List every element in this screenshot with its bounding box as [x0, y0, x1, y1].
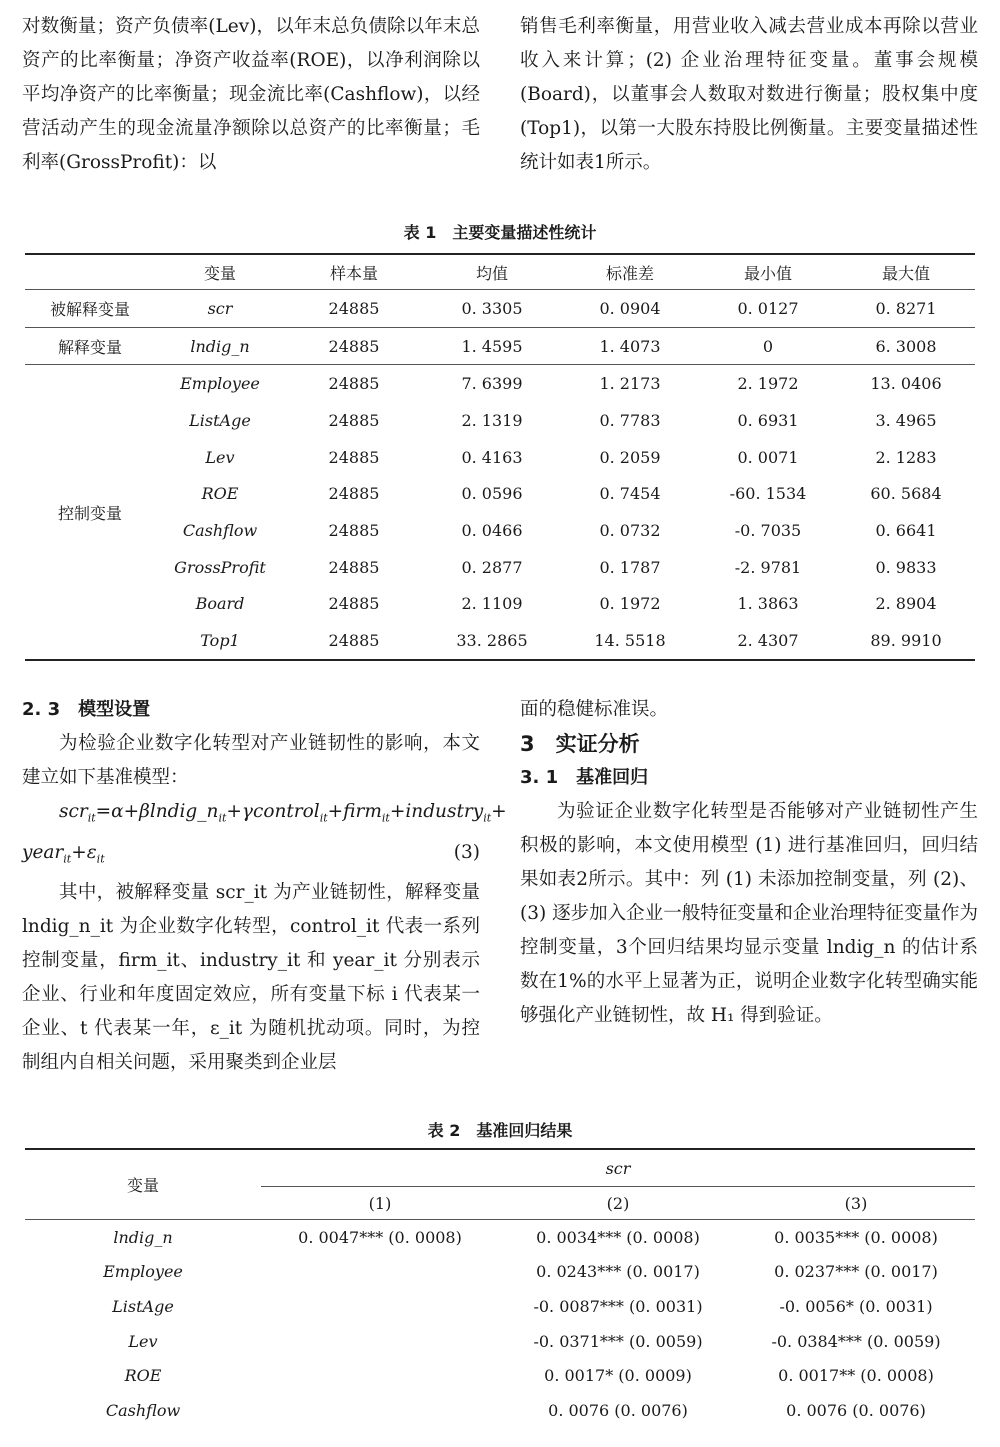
- cell-col-2: 0. 0243*** (0. 0017): [536, 1262, 700, 1282]
- cell-var: scr: [155, 290, 285, 328]
- cell-mean: 0. 2877: [461, 557, 523, 577]
- table-row: [25, 1220, 975, 1255]
- continuation-text: 面的稳健标准误。: [520, 699, 669, 720]
- cell-max: 2. 1283: [875, 447, 937, 467]
- table2-header-row: [25, 1149, 975, 1187]
- cell-min: 2. 1972: [737, 374, 799, 394]
- table2-caption: 表 2 基准回归结果: [427, 1121, 573, 1140]
- cell-n: 24885: [328, 520, 380, 540]
- section-3-1-paragraph: 为验证企业数字化转型是否能够对产业链韧性产生积极的影响，本文使用模型 (1) 进行基准回归，回归结果如表2所示。其中：列 (1) 未添加控制变量，列 (2)、(3) 逐步加入企业一般特征变量和企业治理特征变量作为控制变量，3个回归结果均显示变量 lndig_n 的估计系数在1%的水平上显著为正，说明企业数字化转型确实能够强化产业链韧性，故 H₁ 得到验证。: [520, 801, 978, 1026]
- table-row: [25, 622, 975, 660]
- cell-var: Lev: [128, 1331, 158, 1351]
- section-2-3-intro: 为检验企业数字化转型对产业链韧性的影响，本文建立如下基准模型：: [22, 733, 480, 788]
- cell-sd: 1. 4073: [561, 327, 699, 365]
- cell-var: lndig_n: [113, 1227, 173, 1247]
- table2-col-2: (2): [499, 1187, 737, 1220]
- cell-col-1: [261, 1393, 499, 1428]
- table1-header-sd: 标准差: [561, 254, 699, 290]
- cell-var: Cashflow: [182, 520, 258, 540]
- table1-header-row: [25, 254, 975, 290]
- cell-sd: 0. 1972: [599, 594, 661, 614]
- equation-continued: $year_{it}+\varepsilon_{it}$ (3): [22, 836, 480, 877]
- cell-mean: 33. 2865: [456, 631, 528, 651]
- cell-mean: 2. 1109: [461, 594, 523, 614]
- table-row: [25, 475, 975, 512]
- cell-col-3: 0. 0237*** (0. 0017): [774, 1262, 938, 1282]
- cell-n: 24885: [328, 410, 380, 430]
- table1-header-group: [25, 254, 155, 290]
- cell-col-1: [261, 1255, 499, 1290]
- cell-sd: 0. 7783: [599, 410, 661, 430]
- cell-min: 1. 3863: [737, 594, 799, 614]
- table-row: [25, 549, 975, 586]
- group-label-explanatory: 解释变量: [25, 327, 155, 365]
- cell-var: Lev: [205, 447, 235, 467]
- cell-col-2: -0. 0087*** (0. 0031): [533, 1296, 703, 1316]
- section-2-3-heading: 2. 3 模型设置: [22, 699, 151, 720]
- cell-n: 24885: [328, 631, 380, 651]
- cell-max: 6. 3008: [837, 327, 975, 365]
- table1-header-mean: 均值: [423, 254, 561, 290]
- table-row: [25, 365, 975, 402]
- cell-min: -2. 9781: [734, 557, 802, 577]
- cell-n: 24885: [328, 447, 380, 467]
- section-3-1-heading: 3. 1 基准回归: [520, 767, 649, 788]
- table2-col-1: (1): [261, 1187, 499, 1220]
- table-row: [25, 512, 975, 549]
- table-row: [25, 1289, 975, 1324]
- cell-mean: 7. 6399: [461, 374, 523, 394]
- cell-max: 13. 0406: [870, 374, 942, 394]
- cell-min: -0. 7035: [734, 520, 802, 540]
- cell-n: 24885: [285, 327, 423, 365]
- cell-max: 2. 8904: [875, 594, 937, 614]
- cell-col-2: 0. 0034*** (0. 0008): [536, 1227, 700, 1247]
- table2-header-var: 变量: [25, 1149, 261, 1220]
- cell-max: 0. 6641: [875, 520, 937, 540]
- cell-sd: 0. 2059: [599, 447, 661, 467]
- cell-col-2: 0. 0017* (0. 0009): [544, 1366, 692, 1386]
- cell-min: 0. 6931: [737, 410, 799, 430]
- cell-n: 24885: [328, 374, 380, 394]
- cell-sd: 0. 0904: [561, 290, 699, 328]
- cell-max: 60. 5684: [870, 484, 942, 504]
- cell-sd: 0. 0732: [599, 520, 661, 540]
- cell-col-1: 0. 0047*** (0. 0008): [298, 1227, 462, 1247]
- table-row: [25, 439, 975, 476]
- cell-col-1: [261, 1358, 499, 1393]
- table-row: [25, 402, 975, 439]
- table2-col-3: (3): [737, 1187, 975, 1220]
- cell-max: 3. 4965: [875, 410, 937, 430]
- cell-n: 24885: [328, 484, 380, 504]
- table-row: [25, 327, 975, 365]
- cell-min: 0: [699, 327, 837, 365]
- cell-n: 24885: [328, 594, 380, 614]
- cell-sd: 0. 1787: [599, 557, 661, 577]
- table1: [25, 253, 975, 661]
- middle-left-column: [22, 693, 507, 1080]
- cell-min: 0. 0071: [737, 447, 799, 467]
- cell-var: Employee: [103, 1262, 183, 1282]
- cell-var: Employee: [180, 374, 260, 394]
- table-row: [25, 1324, 975, 1359]
- cell-mean: 0. 3305: [423, 290, 561, 328]
- top-right-paragraph: 销售毛利率衡量，用营业收入减去营业成本再除以营业收入来计算；(2) 企业治理特征变量。董事会规模(Board)，以董事会人数取对数进行衡量；股权集中度(Top1)，以第一大股东持股比例衡量。主要变量描述性统计如表1所示。: [520, 16, 978, 173]
- table2-header-depvar: scr: [605, 1158, 631, 1178]
- top-left-column: [22, 10, 480, 180]
- table1-header-var: 变量: [155, 254, 285, 290]
- top-right-column: [520, 10, 978, 180]
- middle-right-column: [520, 693, 978, 1033]
- cell-max: 0. 9833: [875, 557, 937, 577]
- top-left-paragraph: 对数衡量；资产负债率(Lev)，以年末总负债除以年末总资产的比率衡量；净资产收益率(ROE)，以净利润除以平均净资产的比率衡量；现金流比率(Cashflow)，以经营活动产生的现金流量净额除以总资产的比率衡量；毛利率(GrossProfit)：以: [22, 16, 480, 173]
- group-label-explained: 被解释变量: [25, 290, 155, 328]
- cell-col-3: 0. 0017** (0. 0008): [778, 1366, 934, 1386]
- cell-var: Board: [195, 594, 245, 614]
- table-row: [25, 290, 975, 328]
- cell-var: GrossProfit: [174, 557, 266, 577]
- cell-col-3: -0. 0384*** (0. 0059): [771, 1331, 941, 1351]
- cell-sd: 14. 5518: [594, 631, 666, 651]
- table-row: [25, 1255, 975, 1290]
- cell-sd: 0. 7454: [599, 484, 661, 504]
- cell-var: ROE: [124, 1366, 162, 1386]
- cell-mean: 1. 4595: [423, 327, 561, 365]
- cell-max: 0. 8271: [837, 290, 975, 328]
- cell-min: -60. 1534: [729, 484, 807, 504]
- cell-var: Top1: [200, 631, 240, 651]
- equation-number: (3): [453, 841, 480, 863]
- table-row: [25, 1358, 975, 1393]
- cell-var: ROE: [201, 484, 239, 504]
- cell-max: 89. 9910: [870, 631, 942, 651]
- cell-var: ListAge: [112, 1296, 174, 1316]
- table1-caption: 表 1 主要变量描述性统计: [403, 223, 597, 242]
- cell-col-2: -0. 0371*** (0. 0059): [533, 1331, 703, 1351]
- group-label-control: 控制变量: [57, 503, 122, 523]
- cell-var: ListAge: [189, 410, 251, 430]
- cell-col-2: 0. 0076 (0. 0076): [548, 1400, 688, 1420]
- table2: [25, 1148, 975, 1428]
- cell-col-3: 0. 0035*** (0. 0008): [774, 1227, 938, 1247]
- cell-min: 2. 4307: [737, 631, 799, 651]
- cell-mean: 0. 0596: [461, 484, 523, 504]
- cell-mean: 0. 4163: [461, 447, 523, 467]
- cell-col-1: [261, 1289, 499, 1324]
- cell-mean: 0. 0466: [461, 520, 523, 540]
- section-3-heading: 3 实证分析: [520, 732, 640, 756]
- cell-n: 24885: [285, 290, 423, 328]
- cell-sd: 1. 2173: [599, 374, 661, 394]
- cell-col-3: -0. 0056* (0. 0031): [779, 1296, 933, 1316]
- cell-col-1: [261, 1324, 499, 1359]
- cell-var: lndig_n: [155, 327, 285, 365]
- cell-n: 24885: [328, 557, 380, 577]
- cell-var: Cashflow: [105, 1400, 181, 1420]
- equation: $scr_{it}=\alpha+\beta lndig\_n_{it}+\gamma control_{it}+firm_{it}+industry_{it}+$: [59, 801, 507, 825]
- section-2-3-explanation: 其中，被解释变量 scr_it 为产业链韧性，解释变量 lndig_n_it 为企业数字化转型，control_it 代表一系列控制变量，firm_it、industry_it 和 year_it 分别表示企业、行业和年度固定效应，所有变量下标 i 代表某一企业、t 代表某一年，ε_it 为随机扰动项。同时，为控制组内自相关问题，采用聚类到企业层: [22, 882, 480, 1074]
- table-row: [25, 1393, 975, 1428]
- table1-header-n: 样本量: [285, 254, 423, 290]
- table1-header-max: 最大值: [837, 254, 975, 290]
- cell-col-3: 0. 0076 (0. 0076): [786, 1400, 926, 1420]
- table1-header-min: 最小值: [699, 254, 837, 290]
- table-row: [25, 586, 975, 623]
- cell-mean: 2. 1319: [461, 410, 523, 430]
- cell-min: 0. 0127: [699, 290, 837, 328]
